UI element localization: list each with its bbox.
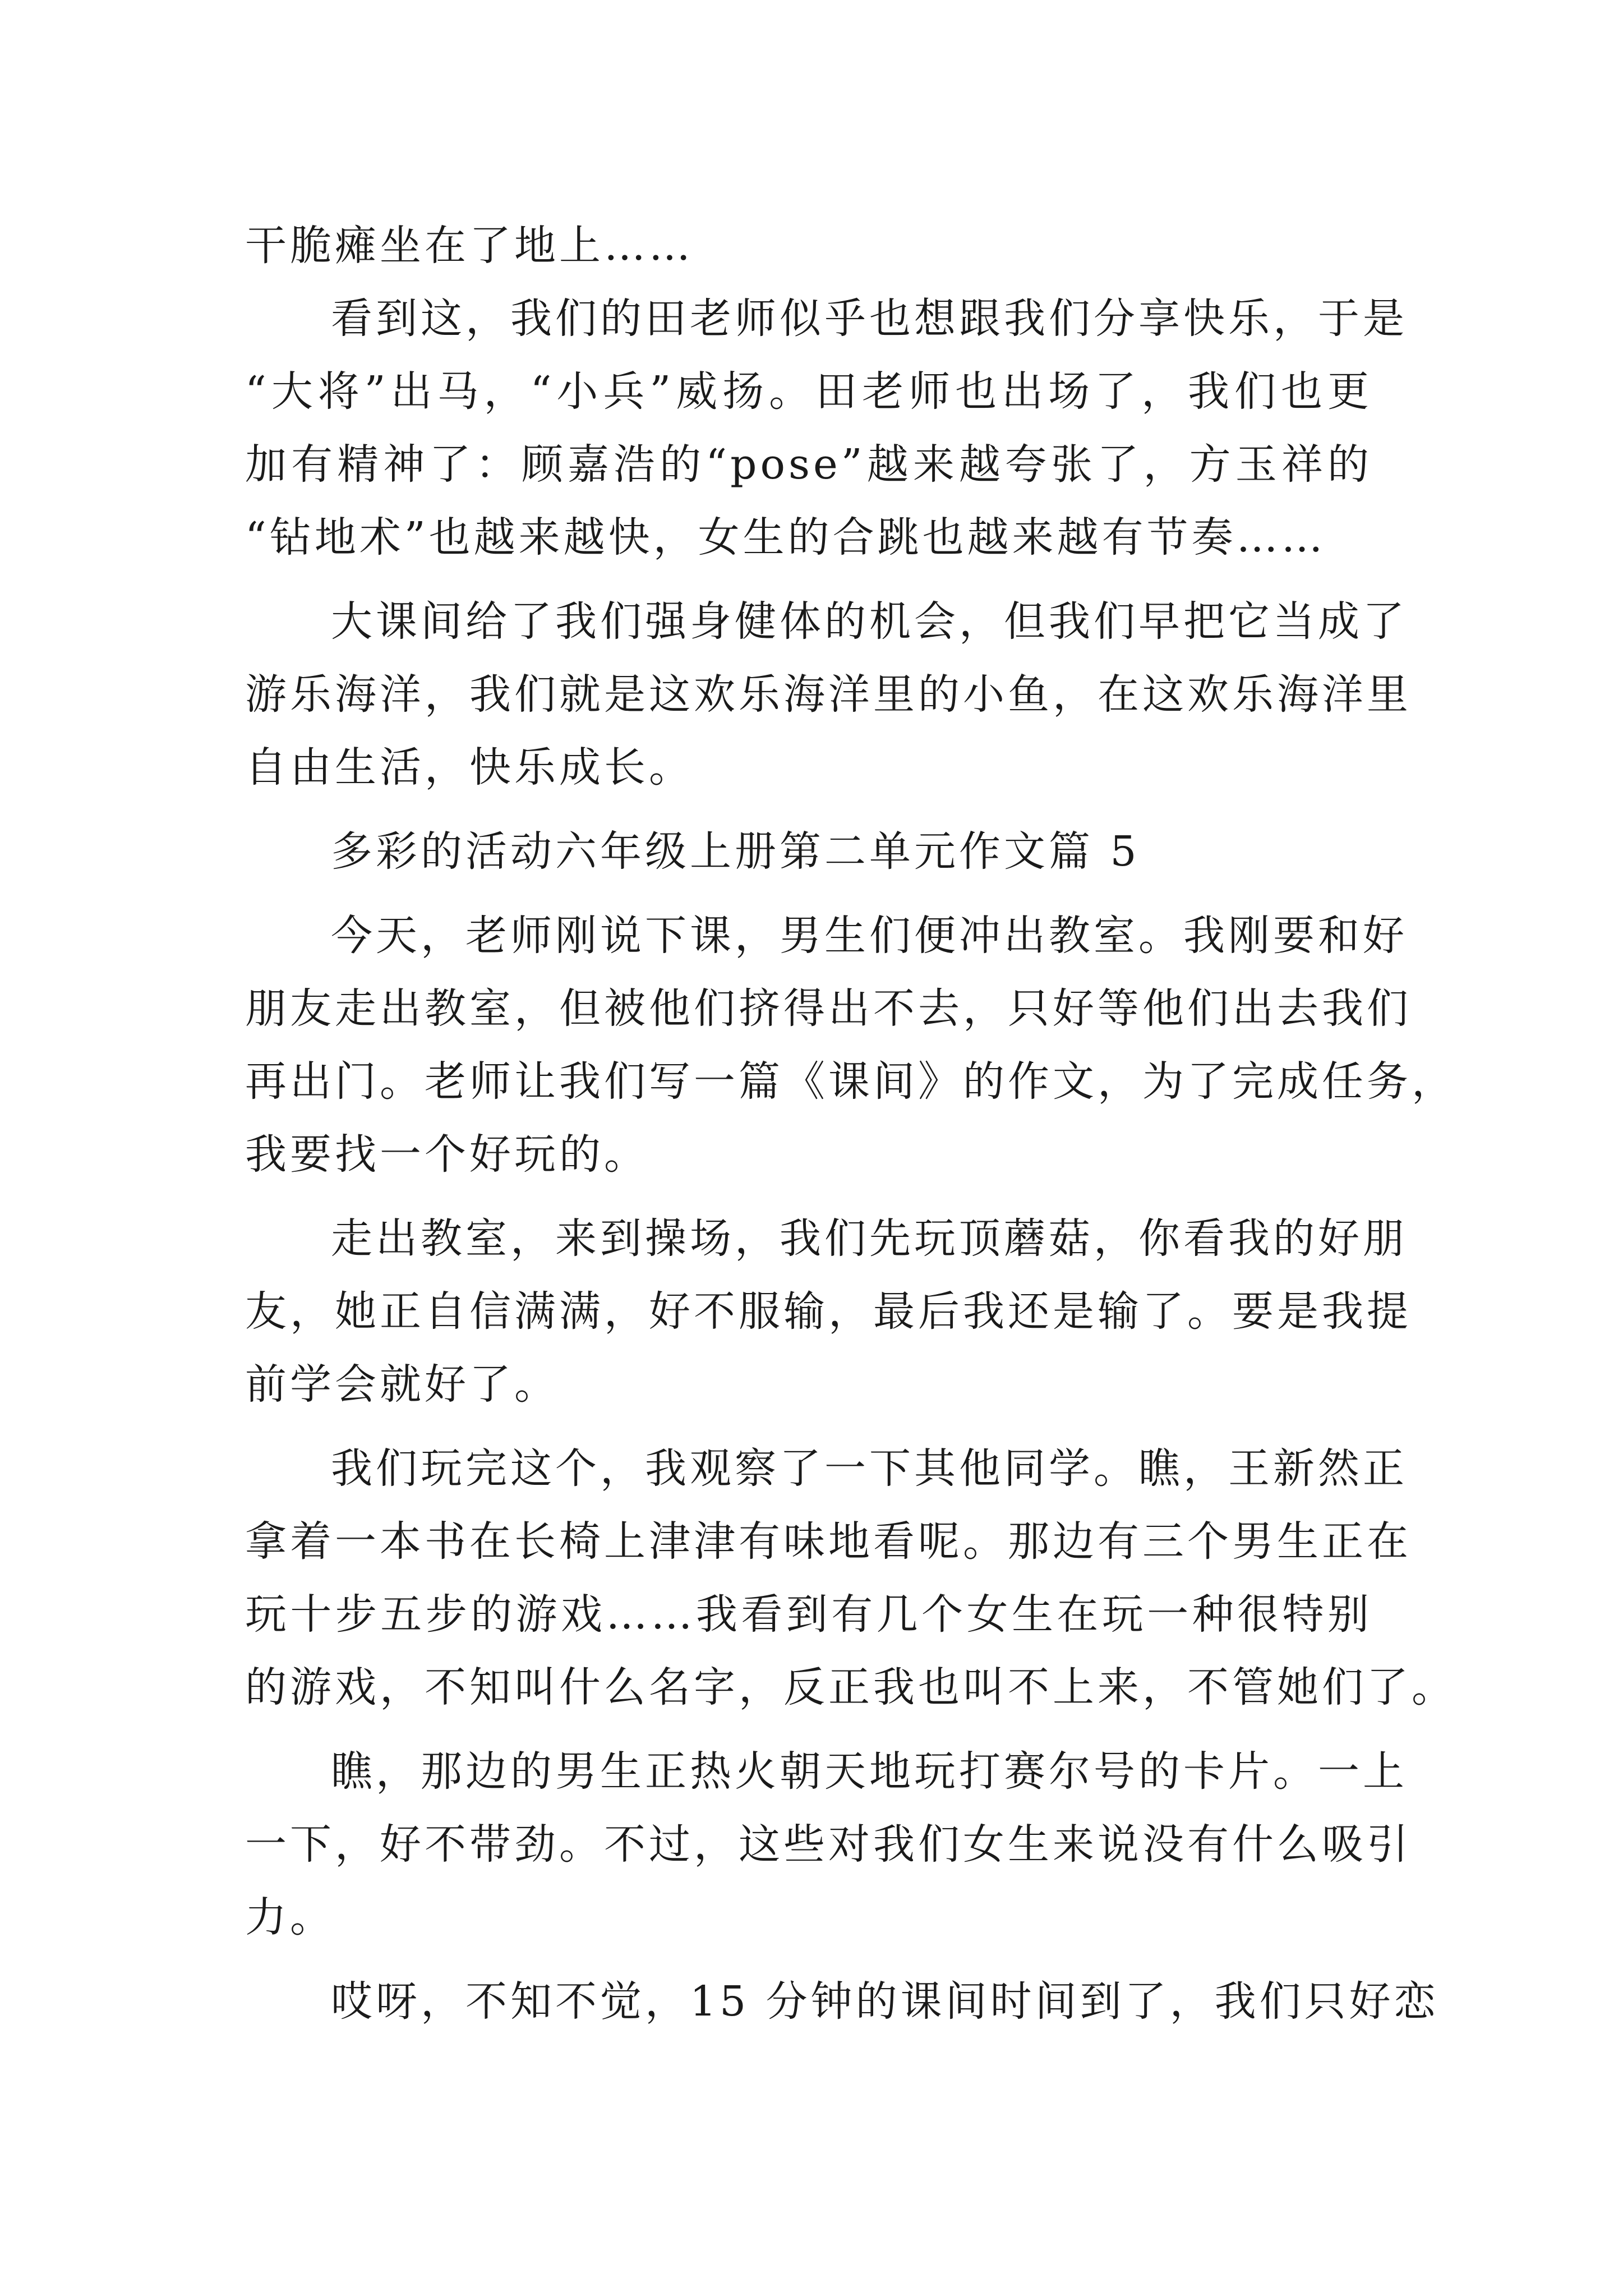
paragraph-line: 的游戏，不知叫什么名字，反正我也叫不上来，不管她们了。	[245, 1663, 1456, 1711]
paragraph-line: 玩十步五步的游戏……我看到有几个女生在玩一种很特别	[245, 1590, 1372, 1639]
paragraph-line: 一下，好不带劲。不过，这些对我们女生来说没有什么吸引	[245, 1820, 1412, 1869]
paragraph-line: 前学会就好了。	[245, 1360, 559, 1409]
section-heading: 多彩的活动六年级上册第二单元作文篇 5	[331, 827, 1140, 876]
paragraph-line: 我要找一个好玩的。	[245, 1130, 649, 1179]
paragraph-line: 游乐海洋，我们就是这欢乐海洋里的小鱼，在这欢乐海洋里	[245, 670, 1412, 719]
paragraph-line: 看到这，我们的田老师似乎也想跟我们分享快乐，于是	[331, 295, 1408, 343]
paragraph-line: 走出教室，来到操场，我们先玩顶蘑菇，你看我的好朋	[331, 1214, 1408, 1263]
paragraph-line: 哎呀，不知不觉，15 分钟的课间时间到了，我们只好恋	[331, 1977, 1439, 2026]
paragraph-line: 再出门。老师让我们写一篇《课间》的作文，为了完成任务，	[245, 1057, 1456, 1106]
paragraph-line: 加有精神了：顾嘉浩的“pose”越来越夸张了，方玉祥的	[245, 440, 1372, 489]
paragraph-line: 自由生活，快乐成长。	[245, 743, 694, 792]
paragraph-line: 瞧，那边的男生正热火朝天地玩打赛尔号的卡片。一上	[331, 1747, 1408, 1796]
paragraph-line: “钻地术”也越来越快，女生的合跳也越来越有节奏……	[245, 513, 1326, 562]
paragraph-line: 我们玩完这个，我观察了一下其他同学。瞧，王新然正	[331, 1444, 1408, 1493]
paragraph-line: 大课间给了我们强身健体的机会，但我们早把它当成了	[331, 597, 1408, 646]
paragraph-line: “大将”出马，“小兵”威扬。田老师也出场了，我们也更	[245, 367, 1372, 416]
paragraph-line: 今天，老师刚说下课，男生们便冲出教室。我刚要和好	[331, 912, 1408, 960]
paragraph-line: 友，她正自信满满，好不服输，最后我还是输了。要是我提	[245, 1287, 1412, 1336]
paragraph-line: 力。	[245, 1893, 335, 1941]
paragraph-line: 拿着一本书在长椅上津津有味地看呢。那边有三个男生正在	[245, 1517, 1412, 1566]
paragraph-line: 朋友走出教室，但被他们挤得出不去，只好等他们出去我们	[245, 984, 1412, 1033]
paragraph-line: 干脆瘫坐在了地上……	[245, 222, 694, 270]
